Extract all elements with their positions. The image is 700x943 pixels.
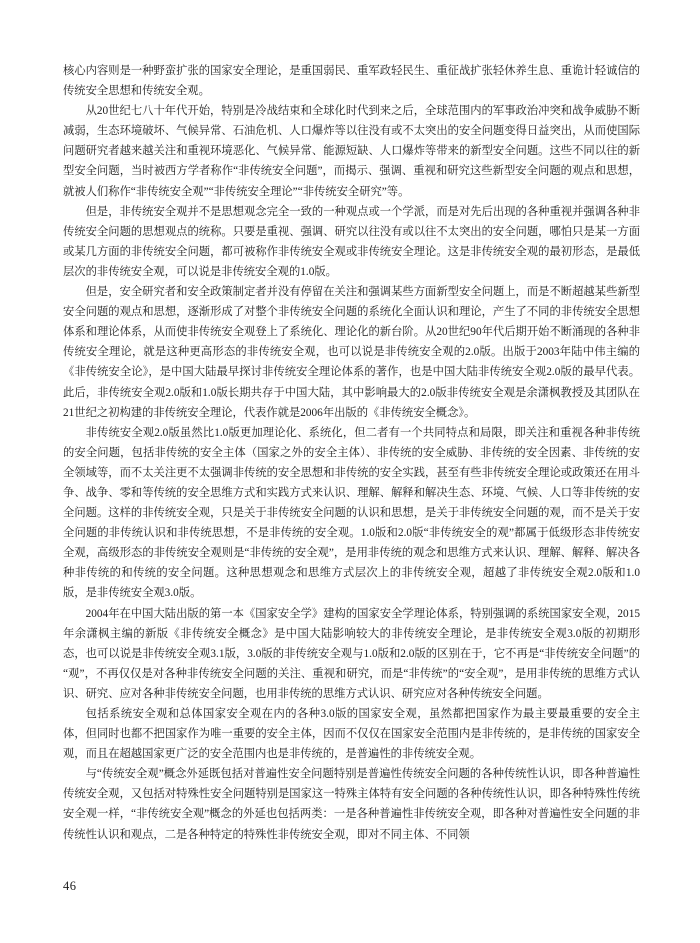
body-text xyxy=(63,61,640,845)
paragraph: 2004年在中国大陆出版的第一本《国家安全学》建构的国家安全学理论体系，特别强调的系统国家安全观，2015年余潇枫主编的新版《非传统安全概念》是中国大陆影响较大的非传统安全理论，是非传统安全观3.0版的初期形态，也可以说是非传统安全观3.1版，3.0版的非传统安全观与1.0版和2.0版的区别在于，它不再是“非传统安全问题”的“观”，不再仅仅是对各种非传统安全问题的关注、重视和研究，而是“非传统”的“安全观”，是用非传统的思维方式认识、研究、应对各种非传统安全问题，也用非传统的思维方式认识、研究应对各种传统安全问题。 xyxy=(63,607,640,700)
paragraph: 包括系统安全观和总体国家安全观在内的各种3.0版的国家安全观，虽然都把国家作为最主要最重要的安全主体，但同时也都不把国家作为唯一重要的安全主体，因而不仅仅在国家安全范围内是非传统的，是非传统的国家安全观，而且在超越国家更广泛的安全范围内也是非传统的，是普遍性的非传统安全观。 xyxy=(63,708,640,761)
paragraph: 但是，非传统安全观并不是思想观念完全一致的一种观点或一个学派，而是对先后出现的各种重视并强调各种非传统安全问题的思想观点的统称。只要是重视、强调、研究以往没有或以往不太突出的安全问题，哪怕只是某一方面或某几方面的非传统安全问题，都可被称作非传统安全观或非传统安全理论。这是非传统安全观的最初形态，是最低层次的非传统安全观，可以说是非传统安全观的1.0版。 xyxy=(63,205,640,278)
paragraph: 从20世纪七八十年代开始，特别是冷战结束和全球化时代到来之后，全球范围内的军事政治冲突和战争威胁不断减弱，生态环境破坏、气候异常、石油危机、人口爆炸等以往没有或不太突出的安全问题变得日益突出，从而使国际问题研究者越来越关注和重视环境恶化、气候异常、能源短缺、人口爆炸等带来的新型安全问题。这些不同以往的新型安全问题，当时被西方学者称作“非传统安全问题”，而揭示、强调、重视和研究这些新型安全问题的观点和思想，就被人们称作“非传统安全观”“非传统安全理论”“非传统安全研究”等。 xyxy=(63,105,640,198)
paragraph-continuation: 核心内容则是一种野蛮扩张的国家安全理论，是重国弱民、重军政轻民生、重征战扩张轻休养生息、重诡计轻诚信的传统安全思想和传统安全观。 xyxy=(63,65,640,98)
paragraph: 非传统安全观2.0版虽然比1.0版更加理论化、系统化，但二者有一个共同特点和局限，即关注和重视各种非传统的安全问题，包括非传统的安全主体（国家之外的安全主体）、非传统的安全威胁、非传统的安全因素、非传统的安全领域等，而不太关注更不太强调非传统的安全思想和非传统的安全实践，甚至有些非传统安全理论或政策还在用斗争、战争、零和等传统的安全思维方式和实践方式来认识、理解、解释和解决生态、环境、气候、人口等非传统的安全问题。这样的非传统安全观，只是关于非传统安全问题的认识和思想，是关于非传统安全问题的观，而不是关于安全问题的非传统认识和非传统思想，不是非传统的安全观。1.0版和2.0版“非传统安全的观”都属于低级形态非传统安全观，高级形态的非传统安全观则是“非传统的安全观”，是用非传统的观念和思维方式来认识、理解、解释、解决各种非传统的和传统的安全问题。这种思想观念和思维方式层次上的非传统安全观，超越了非传统安全观2.0版和1.0版，是非传统安全观3.0版。 xyxy=(63,426,640,600)
page-number: 46 xyxy=(63,879,77,893)
paragraph: 但是，安全研究者和安全政策制定者并没有停留在关注和强调某些方面新型安全问题上，而是不断超越某些新型安全问题的观点和思想，逐渐形成了对整个非传统安全问题的系统化全面认识和理论，产生了不同的非传统安全思想体系和理论体系，从而使非传统安全观登上了系统化、理论化的新台阶。从20世纪90年代后期开始不断涌现的各种非传统安全理论，就是这种更高形态的非传统安全观，也可以说是非传统安全观的2.0版。出版于2003年陆中伟主编的《非传统安全论》，是中国大陆最早探讨非传统安全理论体系的著作，也是中国大陆非传统安全观2.0版的最早代表。此后，非传统安全观2.0版和1.0版长期共存于中国大陆，其中影响最大的2.0版非传统安全观是余潇枫教授及其团队在21世纪之初构建的非传统安全理论，代表作就是2006年出版的《非传统安全概念》。 xyxy=(63,286,640,419)
paragraph: 与“传统安全观”概念外延既包括对普遍性安全问题特别是普遍性传统安全问题的各种传统性认识，即各种普遍性传统安全观，又包括对特殊性安全问题特别是国家这一特殊主体特有安全问题的各种传统性认识，即各种特殊性传统安全观一样，“非传统安全观”概念的外延也包括两类：一是各种普遍性非传统安全观，即各种对普遍性安全问题的非传统性认识和观点，二是各种特定的特殊性非传统安全观，即对不同主体、不同领 xyxy=(63,768,640,841)
